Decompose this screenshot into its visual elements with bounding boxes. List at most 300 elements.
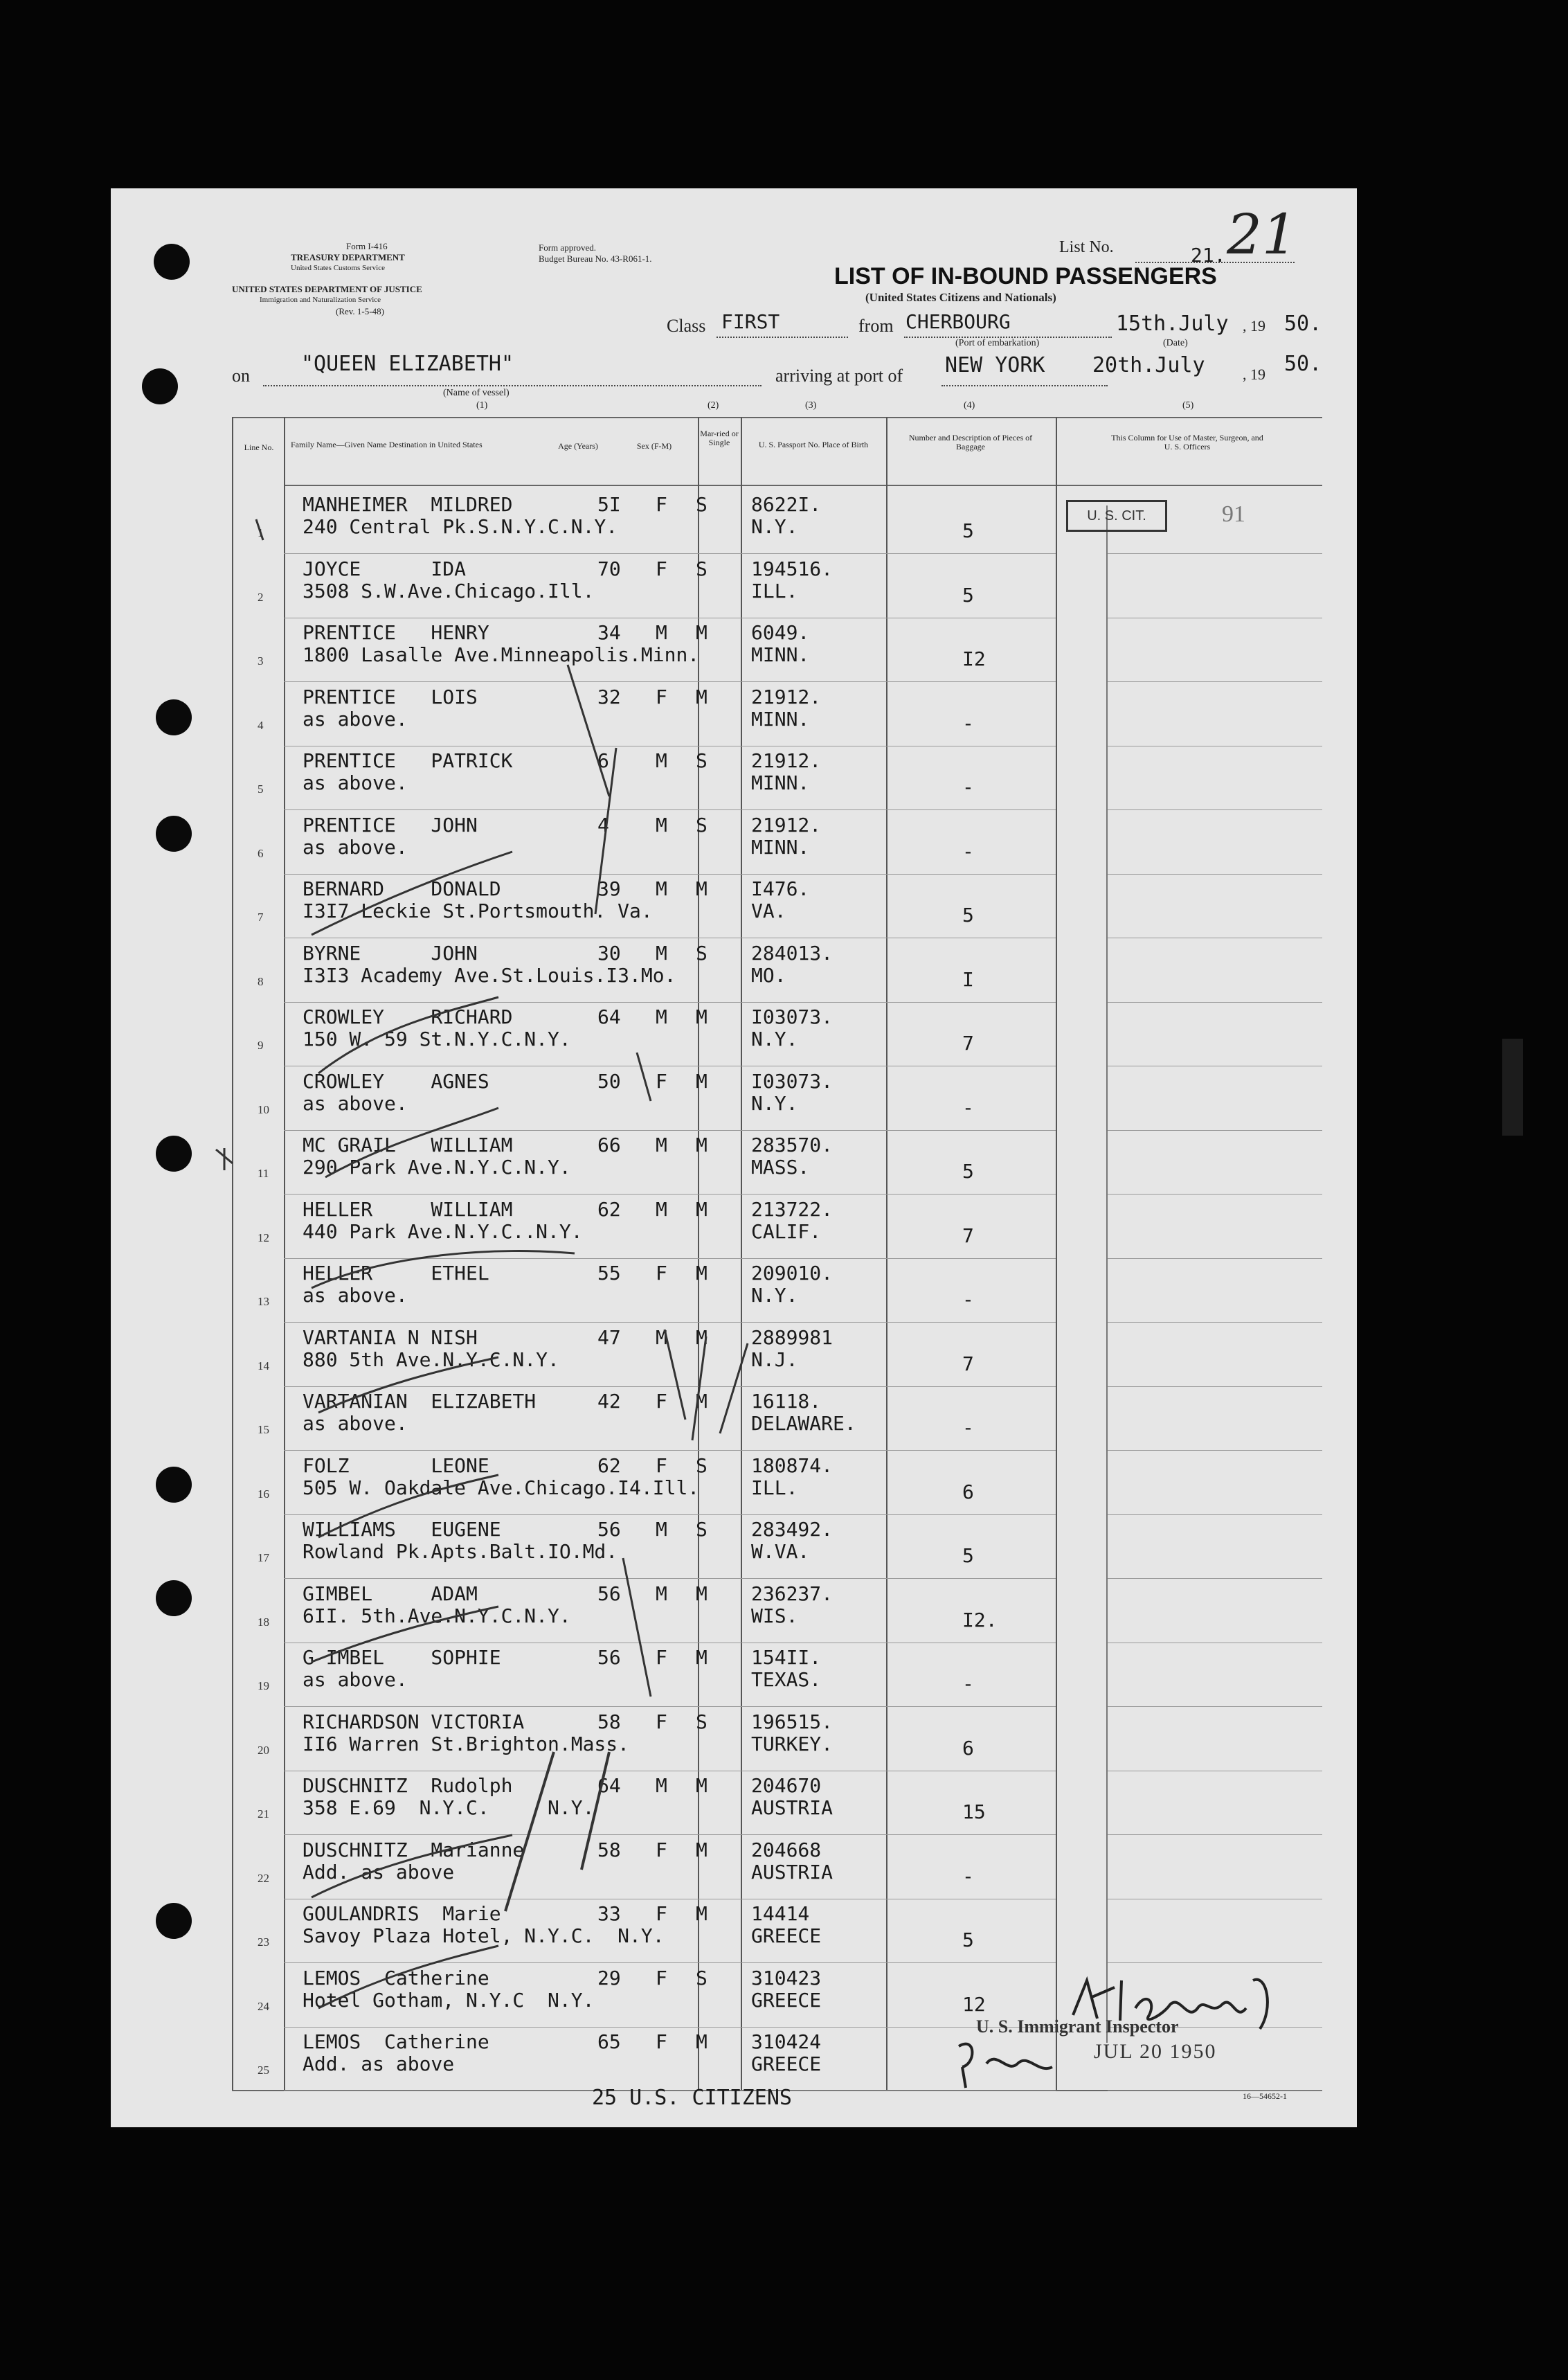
passenger-marital-status: M [696,686,708,708]
baggage-count: 12 [962,1993,986,2016]
total-citizens: 25 U.S. CITIZENS [592,2086,792,2110]
col-num-1: (1) [476,400,488,411]
passenger-sex: F [656,493,667,516]
us-destination: I3I3 Academy Ave.St.Louis.I3.Mo. [303,964,676,987]
passenger-marital-status: S [696,493,708,516]
place-of-birth: AUSTRIA [751,1796,833,1819]
arrival-port: NEW YORK [945,353,1045,377]
baggage-count: - [962,1416,974,1439]
vessel-name: "QUEEN ELIZABETH" [301,352,514,376]
passenger-age: 34 [597,621,621,644]
place-of-birth: MINN. [751,836,810,859]
line-number: 21 [258,1807,269,1820]
passport-number: 283492. [751,1518,833,1541]
passenger-age: 58 [597,1838,621,1861]
baggage-count: I2 [962,647,986,670]
line-number: 4 [258,719,264,732]
passport-number: 21912. [751,686,822,708]
passenger-marital-status: S [696,1967,708,1989]
passenger-name: RICHARDSON VICTORIA [303,1710,525,1733]
header-sex: Sex (F-M) [636,441,672,451]
passenger-name: VARTANIAN ELIZABETH [303,1390,537,1413]
passenger-age: 56 [597,1582,621,1605]
passenger-marital-status: S [696,749,708,772]
line-number: 24 [258,2000,269,2013]
arrival-year: 50. [1284,352,1322,376]
doj-heading: UNITED STATES DEPARTMENT OF JUSTICE [232,284,422,294]
baggage-count: - [962,1672,974,1695]
place-of-birth: ILL. [751,580,798,602]
on-label: on [232,366,250,386]
passenger-marital-status: S [696,1454,708,1477]
baggage-count: 5 [962,519,974,542]
passenger-name: HELLER WILLIAM [303,1198,513,1221]
passenger-name: LEMOS Catherine [303,1967,489,1989]
passenger-sex: F [656,1646,667,1669]
col-num-5: (5) [1182,400,1194,411]
baggage-count: 7 [962,1224,974,1247]
us-destination: Rowland Pk.Apts.Balt.IO.Md. [303,1540,618,1563]
baggage-count: 5 [962,904,974,927]
passenger-name: WILLIAMS EUGENE [303,1518,501,1541]
passenger-marital-status: S [696,1518,708,1541]
passport-number: 2889981 [751,1326,833,1349]
passenger-name: GOULANDRIS Marie [303,1902,501,1925]
place-of-birth: GREECE [751,1989,822,2012]
passenger-name: HELLER ETHEL [303,1262,489,1285]
passport-number: 204670 [751,1774,822,1797]
embarkation-year: 50. [1284,312,1322,336]
row-divider [1108,553,1322,554]
passenger-age: 30 [597,942,621,965]
passenger-marital-status: M [696,621,708,644]
line-number: 25 [258,2064,269,2077]
us-destination: as above. [303,1284,408,1307]
baggage-count: 15 [962,1800,986,1823]
line-number: 11 [258,1167,269,1180]
us-citizen-stamp: U. S. CIT. [1066,500,1167,532]
row-divider [1108,1450,1322,1451]
line-number: 20 [258,1744,269,1757]
embarkation-port: CHERBOURG [905,310,1011,333]
row-divider [1108,1706,1322,1707]
row-divider [1108,1322,1322,1323]
form-print-code: 16—54652-1 [1243,2091,1287,2101]
line-number: 22 [258,1872,269,1885]
place-of-birth: ILL. [751,1476,798,1499]
stamp-number: 91 [1222,501,1245,527]
place-of-birth: DELAWARE. [751,1412,856,1435]
passenger-sex: F [656,557,667,580]
binder-hole [156,1467,192,1503]
passenger-sex: F [656,1967,667,1989]
passenger-age: 58 [597,1710,621,1733]
place-of-birth: N.Y. [751,1092,798,1115]
place-of-birth: N.Y. [751,1028,798,1050]
us-destination: 290 Park Ave.N.Y.C.N.Y. [303,1156,571,1179]
passenger-age: 62 [597,1198,621,1221]
row-divider [1108,1834,1322,1835]
passport-number: 204668 [751,1838,822,1861]
us-destination: 505 W. Oakdale Ave.Chicago.I4.Ill. [303,1476,700,1499]
row-divider [1108,681,1322,682]
check-marks [208,485,900,2077]
inspector-initials [948,2036,1073,2091]
passenger-age: 33 [597,1902,621,1925]
page-subtitle: (United States Citizens and Nationals) [865,291,1056,304]
line-number: 15 [258,1423,269,1436]
binder-hole [156,1580,192,1616]
row-divider [1108,1194,1322,1195]
arriving-label: arriving at port of [775,366,903,386]
passenger-marital-status: S [696,942,708,965]
place-of-birth: TURKEY. [751,1733,833,1755]
form-approved: Form approved. [539,242,597,253]
passenger-name: MANHEIMER MILDRED [303,493,513,516]
passenger-age: 5I [597,493,621,516]
binder-hole [154,244,190,280]
baggage-count: 5 [962,1160,974,1183]
baggage-count: - [962,1865,974,1888]
passenger-sex: M [656,1582,667,1605]
passenger-sex: M [656,1774,667,1797]
line-number: 8 [258,975,264,988]
date-caption: (Date) [1163,338,1188,348]
baggage-count: - [962,1096,974,1119]
passenger-marital-status: M [696,1390,708,1413]
passport-number: 209010. [751,1262,833,1285]
passenger-name: PRENTICE JOHN [303,814,478,836]
passenger-marital-status: M [696,1134,708,1156]
line-number: 5 [258,782,264,796]
passenger-age: 55 [597,1262,621,1285]
page-title: LIST OF IN-BOUND PASSENGERS [834,263,1217,289]
us-destination: as above. [303,1092,408,1115]
place-of-birth: WIS. [751,1604,798,1627]
passenger-age: 29 [597,1967,621,1989]
passenger-marital-status: M [696,877,708,900]
baggage-count: I [962,968,974,991]
baggage-count: 6 [962,1480,974,1503]
header-married: Mar-ried or Single [700,429,739,447]
us-destination: 358 E.69 N.Y.C. N.Y. [303,1796,595,1819]
row-divider [1108,809,1322,810]
place-of-birth: N.Y. [751,515,798,538]
row-divider [1108,874,1322,875]
embarkation-date: 15th.July [1116,312,1229,336]
list-no-handwritten: 21 [1227,202,1297,267]
passenger-sex: F [656,1838,667,1861]
us-destination: 6II. 5th.Ave.N.Y.C.N.Y. [303,1604,571,1627]
inspector-title: U. S. Immigrant Inspector [976,2016,1179,2037]
us-destination: as above. [303,708,408,731]
us-destination: 440 Park Ave.N.Y.C..N.Y. [303,1220,583,1243]
header-officers: This Column for Use of Master, Surgeon, and U. S. Officers [1111,433,1263,451]
line-number: 13 [258,1295,269,1308]
passenger-age: 50 [597,1070,621,1093]
row-divider [1108,1578,1322,1579]
passenger-age: 32 [597,686,621,708]
us-destination: Add. as above [303,1861,455,1884]
us-destination: 240 Central Pk.S.N.Y.C.N.Y. [303,515,618,538]
place-of-birth: CALIF. [751,1220,822,1243]
binder-hole [156,1903,192,1939]
list-no-value: 21. [1191,244,1226,267]
header-name: Family Name—Given Name Destination in United States [291,440,483,449]
passenger-sex: F [656,1710,667,1733]
header-baggage: Number and Description of Pieces of Baggage [908,433,1033,451]
year-prefix-2: , 19 [1243,366,1265,383]
form-number: Form I-416 [346,241,388,251]
passenger-age: 39 [597,877,621,900]
place-of-birth: W.VA. [751,1540,810,1563]
us-destination: 3508 S.W.Ave.Chicago.Ill. [303,580,595,602]
passenger-sex: F [656,1262,667,1285]
baggage-count: - [962,840,974,863]
treasury-dept: TREASURY DEPARTMENT [291,252,405,262]
passenger-age: 56 [597,1518,621,1541]
class-label: Class [667,316,706,336]
passenger-name: BERNARD DONALD [303,877,501,900]
baggage-count: 7 [962,1032,974,1055]
place-of-birth: TEXAS. [751,1668,822,1691]
place-of-birth: MASS. [751,1156,810,1179]
header-passport: U. S. Passport No. Place of Birth [758,440,869,449]
passenger-marital-status: M [696,1902,708,1925]
embarkation-caption: (Port of embarkation) [955,338,1040,348]
passport-number: 21912. [751,814,822,836]
passenger-age: 6 [597,749,609,772]
passenger-name: LEMOS Catherine [303,2030,489,2053]
passenger-sex: M [656,1198,667,1221]
passenger-marital-status: S [696,557,708,580]
passport-number: 180874. [751,1454,833,1477]
passenger-sex: M [656,814,667,836]
place-of-birth: AUSTRIA [751,1861,833,1884]
passenger-name: JOYCE IDA [303,557,467,580]
place-of-birth: N.Y. [751,1284,798,1307]
binder-hole [156,699,192,735]
passenger-age: 70 [597,557,621,580]
passenger-marital-status: M [696,1198,708,1221]
us-destination: Hotel Gotham, N.Y.C N.Y. [303,1989,595,2012]
line-number: 1 [258,526,264,539]
place-of-birth: N.J. [751,1348,798,1371]
binder-hole [142,368,178,404]
row-divider [1108,1514,1322,1515]
passenger-age: 42 [597,1390,621,1413]
line-number: 6 [258,847,264,860]
list-no-label: List No. [1059,238,1114,256]
baggage-count: 5 [962,1929,974,1951]
passenger-name: G IMBEL SOPHIE [303,1646,501,1669]
passenger-name: DUSCHNITZ Rudolph [303,1774,513,1797]
col-num-2: (2) [708,400,719,411]
us-destination: as above. [303,1668,408,1691]
passenger-marital-status: M [696,1646,708,1669]
passenger-name: CROWLEY RICHARD [303,1005,513,1028]
passenger-sex: M [656,877,667,900]
baggage-count: - [962,776,974,798]
passenger-name: CROWLEY AGNES [303,1070,489,1093]
us-destination: I3I7 Leckie St.Portsmouth. Va. [303,900,653,922]
passport-number: I03073. [751,1005,833,1028]
binder-hole [156,1136,192,1172]
place-of-birth: MINN. [751,771,810,794]
us-destination: 1800 Lasalle Ave.Minneapolis.Minn. [303,643,700,666]
passenger-name: GIMBEL ADAM [303,1582,478,1605]
passenger-marital-status: M [696,1262,708,1285]
row-divider [1108,1258,1322,1259]
row-divider [1108,1962,1322,1963]
passenger-marital-status: S [696,1710,708,1733]
passenger-sex: F [656,1454,667,1477]
passenger-name: PRENTICE HENRY [303,621,489,644]
header-age: Age (Years) [558,441,598,451]
passenger-name: DUSCHNITZ Marianne [303,1838,525,1861]
inspector-date-stamp: JUL 20 1950 [1094,2040,1217,2063]
passport-number: 213722. [751,1198,833,1221]
baggage-count: I2. [962,1609,998,1631]
passport-number: 284013. [751,942,833,965]
row-divider [1108,1386,1322,1387]
line-number: 9 [258,1039,264,1052]
passenger-marital-status: M [696,1774,708,1797]
scanner-edge-mark [1502,1039,1523,1136]
line-number: 14 [258,1359,269,1372]
passenger-age: 4 [597,814,609,836]
line-number: 18 [258,1616,269,1629]
passenger-marital-status: M [696,1326,708,1349]
passenger-sex: F [656,686,667,708]
passport-number: 154II. [751,1646,822,1669]
arrival-date: 20th.July [1092,353,1205,377]
passenger-marital-status: M [696,1582,708,1605]
passport-number: 236237. [751,1582,833,1605]
place-of-birth: GREECE [751,1924,822,1947]
passenger-sex: M [656,621,667,644]
passenger-sex: F [656,1902,667,1925]
passenger-name: MC GRAIL WILLIAM [303,1134,513,1156]
vessel-caption: (Name of vessel) [443,388,510,398]
baggage-count: - [962,1288,974,1311]
passenger-sex: M [656,942,667,965]
baggage-count: 5 [962,1544,974,1567]
passenger-name: FOLZ LEONE [303,1454,489,1477]
us-destination: as above. [303,1412,408,1435]
passenger-marital-status: M [696,1005,708,1028]
budget-bureau: Budget Bureau No. 43-R061-1. [539,253,652,264]
passenger-marital-status: M [696,1070,708,1093]
place-of-birth: GREECE [751,2052,822,2075]
baggage-count: - [962,712,974,735]
revision: (Rev. 1-5-48) [336,306,384,316]
line-number: 7 [258,911,264,924]
place-of-birth: MINN. [751,643,810,666]
place-of-birth: MINN. [751,708,810,731]
passenger-age: 56 [597,1646,621,1669]
passenger-age: 47 [597,1326,621,1349]
line-number: 19 [258,1679,269,1692]
us-destination: 150 W. 59 St.N.Y.C.N.Y. [303,1028,571,1050]
passport-number: 8622I. [751,493,822,516]
us-destination: as above. [303,771,408,794]
passenger-marital-status: M [696,1838,708,1861]
passport-number: I476. [751,877,810,900]
passenger-sex: M [656,749,667,772]
passenger-sex: F [656,1390,667,1413]
line-number: 23 [258,1935,269,1949]
passenger-age: 66 [597,1134,621,1156]
col-num-4: (4) [964,400,975,411]
passenger-age: 65 [597,2030,621,2053]
passport-number: 16118. [751,1390,822,1413]
passenger-marital-status: M [696,2030,708,2053]
us-destination: 880 5th Ave.N.Y.C.N.Y. [303,1348,559,1371]
passport-number: 6049. [751,621,810,644]
baggage-count: 6 [962,1737,974,1760]
passport-number: 283570. [751,1134,833,1156]
passenger-age: 64 [597,1774,621,1797]
col-num-3: (3) [805,400,817,411]
passenger-marital-status: S [696,814,708,836]
passport-number: 310423 [751,1967,822,1989]
us-destination: as above. [303,836,408,859]
passenger-name: PRENTICE PATRICK [303,749,513,772]
class-value: FIRST [721,310,780,333]
baggage-count: 7 [962,1352,974,1375]
us-destination: Savoy Plaza Hotel, N.Y.C. N.Y. [303,1924,665,1947]
place-of-birth: MO. [751,964,786,987]
passenger-sex: F [656,2030,667,2053]
passenger-sex: M [656,1134,667,1156]
line-number: 3 [258,654,264,668]
passenger-name: VARTANIA N NISH [303,1326,478,1349]
passenger-sex: M [656,1005,667,1028]
line-number: 17 [258,1551,269,1564]
passport-number: 194516. [751,557,833,580]
passenger-sex: M [656,1518,667,1541]
line-number: 12 [258,1231,269,1244]
us-destination: Add. as above [303,2052,455,2075]
row-divider [1108,1130,1322,1131]
place-of-birth: VA. [751,900,786,922]
passport-number: I03073. [751,1070,833,1093]
passport-number: 196515. [751,1710,833,1733]
header-line-no: Line No. [244,442,274,452]
binder-hole [156,816,192,852]
ins-heading: Immigration and Naturalization Service [260,296,381,304]
line-number: 16 [258,1487,269,1501]
passport-number: 14414 [751,1902,810,1925]
passport-number: 21912. [751,749,822,772]
passenger-age: 62 [597,1454,621,1477]
from-label: from [858,316,894,336]
us-destination: II6 Warren St.Brighton.Mass. [303,1733,630,1755]
passenger-sex: M [656,1326,667,1349]
year-prefix-1: , 19 [1243,317,1265,334]
passenger-age: 64 [597,1005,621,1028]
customs-service: United States Customs Service [291,264,385,272]
passenger-name: BYRNE JOHN [303,942,478,965]
passport-number: 310424 [751,2030,822,2053]
line-number: 2 [258,591,264,604]
line-number: 10 [258,1103,269,1116]
passenger-sex: F [656,1070,667,1093]
inspector-signature [1059,1967,1308,2036]
row-divider [1108,1002,1322,1003]
passenger-name: PRENTICE LOIS [303,686,478,708]
